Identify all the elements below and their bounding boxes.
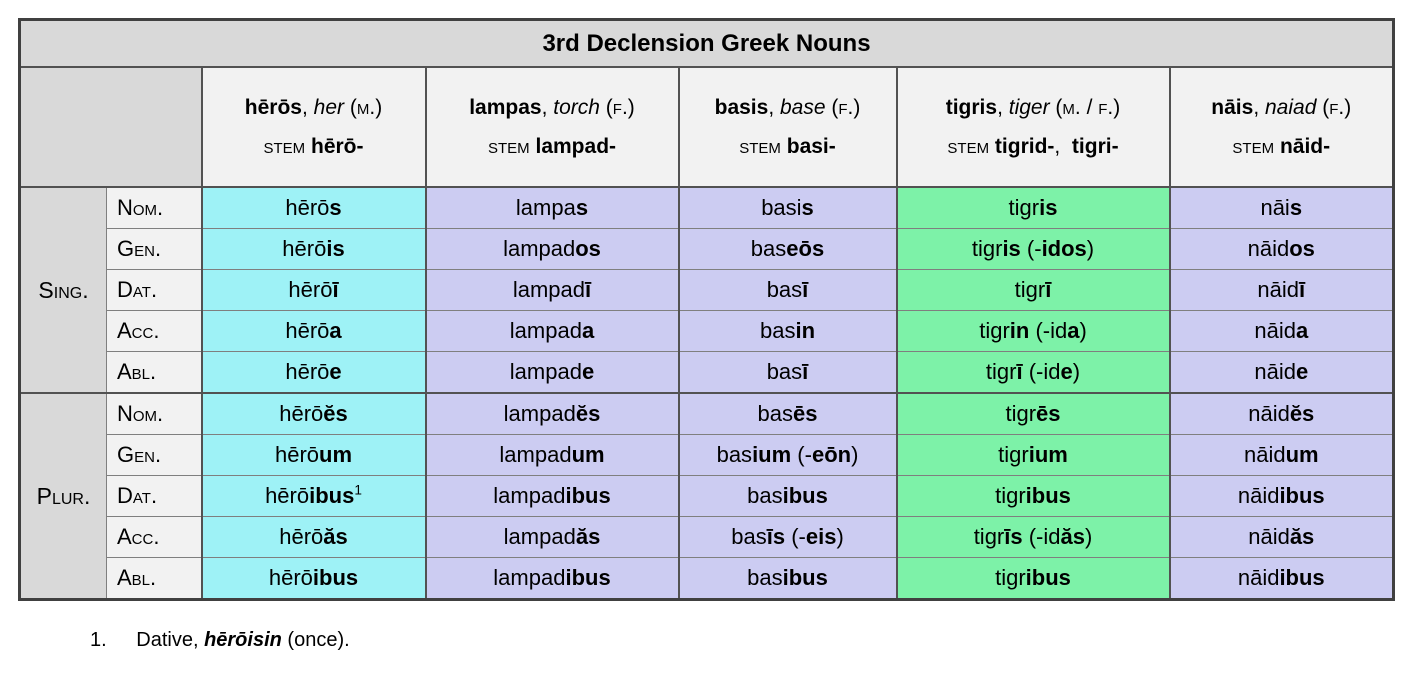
table-cell: hērōibus$^1$ bbox=[202, 476, 426, 517]
table-row bbox=[20, 476, 1394, 517]
noun-name: lampas, torch (f.) bbox=[469, 95, 635, 119]
footnote bbox=[90, 629, 1392, 652]
table-cell: hērōe bbox=[202, 352, 426, 394]
case-label: Nom. bbox=[107, 187, 202, 229]
column-header bbox=[202, 67, 426, 187]
table-cell: lampados bbox=[426, 229, 679, 270]
table-cell: hērōī bbox=[202, 270, 426, 311]
group-label: Plur. bbox=[20, 393, 107, 600]
table-cell: lampadibus bbox=[426, 476, 679, 517]
table-cell: nāidibus bbox=[1170, 558, 1394, 600]
footnote-text: Dative, hērōisin (once). bbox=[136, 629, 350, 651]
table-cell: tigrēs bbox=[897, 393, 1170, 435]
noun-name: hērōs, her (m.) bbox=[244, 95, 383, 119]
table-cell: tigrium bbox=[897, 435, 1170, 476]
case-label: Gen. bbox=[107, 435, 202, 476]
table-cell: tigribus bbox=[897, 558, 1170, 600]
table-cell: lampadum bbox=[426, 435, 679, 476]
noun-stem: stem tigrid-, tigri- bbox=[947, 134, 1119, 158]
column-header bbox=[426, 67, 679, 187]
group-label: Sing. bbox=[20, 187, 107, 393]
case-label: Dat. bbox=[107, 476, 202, 517]
table-cell: basium (-eōn) bbox=[679, 435, 897, 476]
table-cell: nāidos bbox=[1170, 229, 1394, 270]
table-cell: nāidī bbox=[1170, 270, 1394, 311]
noun-stem: stem lampad- bbox=[487, 134, 617, 158]
table-cell: basī bbox=[679, 270, 897, 311]
declension-table bbox=[18, 18, 1395, 601]
table-cell: tigrīs (-idăs) bbox=[897, 517, 1170, 558]
table-cell: tigrī (-ide) bbox=[897, 352, 1170, 394]
table-row bbox=[20, 187, 1394, 229]
case-label: Acc. bbox=[107, 517, 202, 558]
table-row bbox=[20, 311, 1394, 352]
table-cell: nāidum bbox=[1170, 435, 1394, 476]
table-title: 3rd Declension Greek Nouns bbox=[20, 20, 1394, 68]
table-cell: lampadibus bbox=[426, 558, 679, 600]
noun-name: basis, base (f.) bbox=[714, 95, 861, 119]
case-label: Acc. bbox=[107, 311, 202, 352]
column-header-row bbox=[20, 67, 1394, 187]
table-cell: hērōa bbox=[202, 311, 426, 352]
table-cell: hērōum bbox=[202, 435, 426, 476]
table-cell: lampada bbox=[426, 311, 679, 352]
table-cell: lampadī bbox=[426, 270, 679, 311]
table-cell: basibus bbox=[679, 558, 897, 600]
table-cell: lampadăs bbox=[426, 517, 679, 558]
table-cell: nāidăs bbox=[1170, 517, 1394, 558]
column-header bbox=[679, 67, 897, 187]
column-header bbox=[1170, 67, 1394, 187]
noun-stem: stem basi- bbox=[739, 134, 836, 158]
table-cell: basēs bbox=[679, 393, 897, 435]
table-cell: basin bbox=[679, 311, 897, 352]
table-cell: nāis bbox=[1170, 187, 1394, 229]
table-cell: nāidibus bbox=[1170, 476, 1394, 517]
table-cell: tigrin (-ida) bbox=[897, 311, 1170, 352]
table-row bbox=[20, 393, 1394, 435]
case-label: Gen. bbox=[107, 229, 202, 270]
table-cell: hērōis bbox=[202, 229, 426, 270]
table-row bbox=[20, 229, 1394, 270]
table-cell: lampadĕs bbox=[426, 393, 679, 435]
table-cell: tigris (-idos) bbox=[897, 229, 1170, 270]
corner-cell bbox=[20, 67, 202, 187]
noun-name: tigris, tiger (m. / f.) bbox=[945, 95, 1121, 119]
table-cell: basibus bbox=[679, 476, 897, 517]
table-row bbox=[20, 517, 1394, 558]
table-cell: baseōs bbox=[679, 229, 897, 270]
table-cell: tigribus bbox=[897, 476, 1170, 517]
table-cell: basīs (-eis) bbox=[679, 517, 897, 558]
table-cell: basis bbox=[679, 187, 897, 229]
case-label: Dat. bbox=[107, 270, 202, 311]
table-cell: lampas bbox=[426, 187, 679, 229]
table-cell: hērōăs bbox=[202, 517, 426, 558]
noun-stem: stem nāid- bbox=[1232, 134, 1331, 158]
table-cell: tigris bbox=[897, 187, 1170, 229]
footnote-number: 1. bbox=[90, 629, 107, 651]
table-row bbox=[20, 558, 1394, 600]
title-row bbox=[20, 20, 1394, 68]
table-cell: basī bbox=[679, 352, 897, 394]
case-label: Abl. bbox=[107, 352, 202, 394]
table-row bbox=[20, 435, 1394, 476]
table-cell: tigrī bbox=[897, 270, 1170, 311]
case-label: Abl. bbox=[107, 558, 202, 600]
noun-stem: stem hērō- bbox=[263, 134, 364, 158]
table-cell: nāide bbox=[1170, 352, 1394, 394]
table-cell: nāidĕs bbox=[1170, 393, 1394, 435]
table-cell: hērōĕs bbox=[202, 393, 426, 435]
table-cell: hērōs bbox=[202, 187, 426, 229]
table-cell: nāida bbox=[1170, 311, 1394, 352]
table-cell: hērōibus bbox=[202, 558, 426, 600]
case-label: Nom. bbox=[107, 393, 202, 435]
column-header bbox=[897, 67, 1170, 187]
table-row bbox=[20, 270, 1394, 311]
table-row bbox=[20, 352, 1394, 394]
noun-name: nāis, naiad (f.) bbox=[1211, 95, 1352, 119]
table-cell: lampade bbox=[426, 352, 679, 394]
